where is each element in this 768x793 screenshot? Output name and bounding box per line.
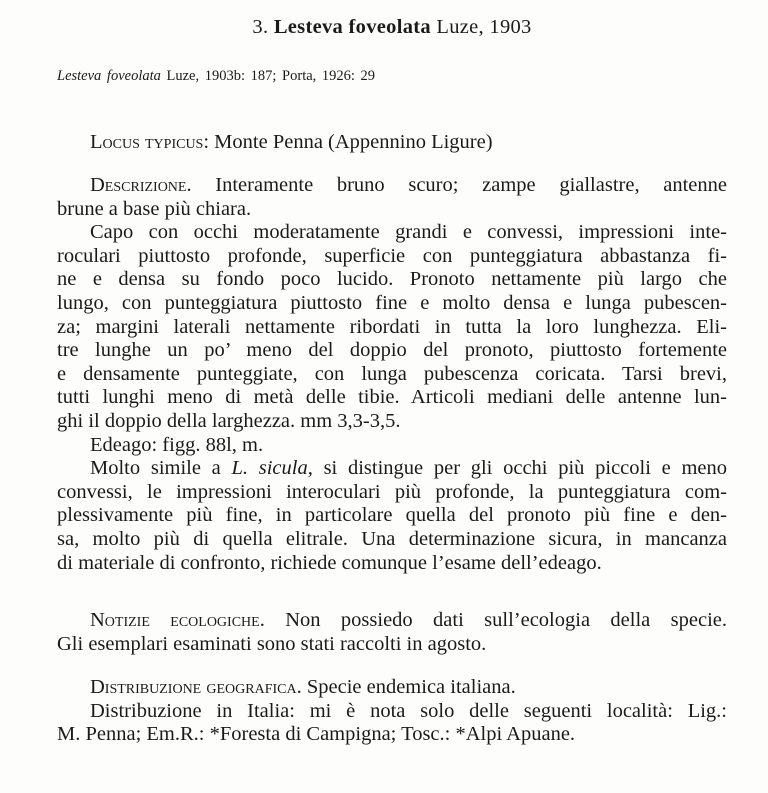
distribuzione-section [57,676,727,747]
locus-typicus-section [57,131,727,155]
descrizione-line-6: za; margini laterali nettamente ribordati in tutta la loro lunghezza. Eli- [57,315,727,338]
ecologia-line-1: Gli esemplari esaminati sono stati raccolti in agosto. [57,632,487,655]
synonym-citation: Luze, 1903b: 187; Porta, 1926: 29 [166,68,376,84]
comparison-line-0: Molto simile a L. sicula, si distingue per gli occhi più piccoli e meno [90,457,728,480]
distribuzione-label: Distribuzione geografica. [90,676,302,698]
descrizione-line-2: Capo con occhi moderatamente grandi e convessi, impressioni inte- [90,221,727,244]
distribuzione-line-1: M. Penna; Em.R.: *Foresta di Campigna; Tosc.: *Alpi Apuane. [57,723,576,746]
comparison-line-1: convessi, le impressioni interoculari più profonde, la punteggiatura com- [57,480,727,503]
descrizione-line-7: tre lunghe un po’ meno del doppio del pronoto, piuttosto fortemente [57,339,727,362]
descrizione-line-0: Interamente bruno scuro; zampe giallastre, antenne [215,174,727,196]
descrizione-line-10: ghi il doppio della larghezza. mm 3,3-3,5. [57,409,401,432]
species-number: 3. [252,16,269,38]
descrizione-line-3: roculari piuttosto profonde, superficie con punteggiatura abbastanza fi- [57,244,727,267]
species-reference: L. sicula, [231,457,313,480]
descrizione-section [57,174,727,575]
species-epithet: foveolata [348,16,431,38]
locus-typicus-text: Monte Penna (Appennino Ligure) [214,131,493,153]
synonym-name: Lesteva foveolata [57,68,161,84]
descrizione-line-4: ne e densa su fondo poco lucido. Pronoto nettamente più largo che [57,268,727,291]
descrizione-line-9: tutti lunghi meno di metà delle tibie. Articoli mediani delle antenne lun- [57,386,727,409]
notizie-ecologiche-label: Notizie ecologiche. [90,609,265,631]
distribuzione-text: Specie endemica italiana. [306,676,516,698]
species-heading [57,14,727,40]
comparison-line-3: sa, molto più di quella elitrale. Una determinazione sicura, in mancanza [57,527,727,550]
species-genus: Lesteva [273,16,344,38]
ecologia-line-0: Non possiedo dati sull’ecologia della specie. [285,609,727,631]
synonymy-line [57,66,375,86]
descrizione-line-8: e densamente punteggiate, con lunga pubescenza coricata. Tarsi brevi, [57,362,727,385]
notizie-ecologiche-section [57,609,727,656]
distribuzione-line-0: Distribuzione in Italia: mi è nota solo delle seguenti località: Lig.: [90,699,727,722]
comparison-line-2: plessivamente più fine, in particolare quella del pronoto più fine e den- [57,504,727,527]
descrizione-line-5: lungo, con punteggiatura piuttosto fine e molto densa e lunga pubescen- [57,291,727,314]
species-author-year: Luze, 1903 [436,16,532,38]
descrizione-line-1: brune a base più chiara. [57,197,252,220]
descrizione-label: Descrizione. [90,174,192,196]
comparison-line-4: di materiale di confronto, richiede comunque l’esame dell’edeago. [57,551,602,574]
edeago-line: Edeago: figg. 88l, m. [90,433,264,456]
locus-typicus-label: Locus typicus: [90,131,210,153]
